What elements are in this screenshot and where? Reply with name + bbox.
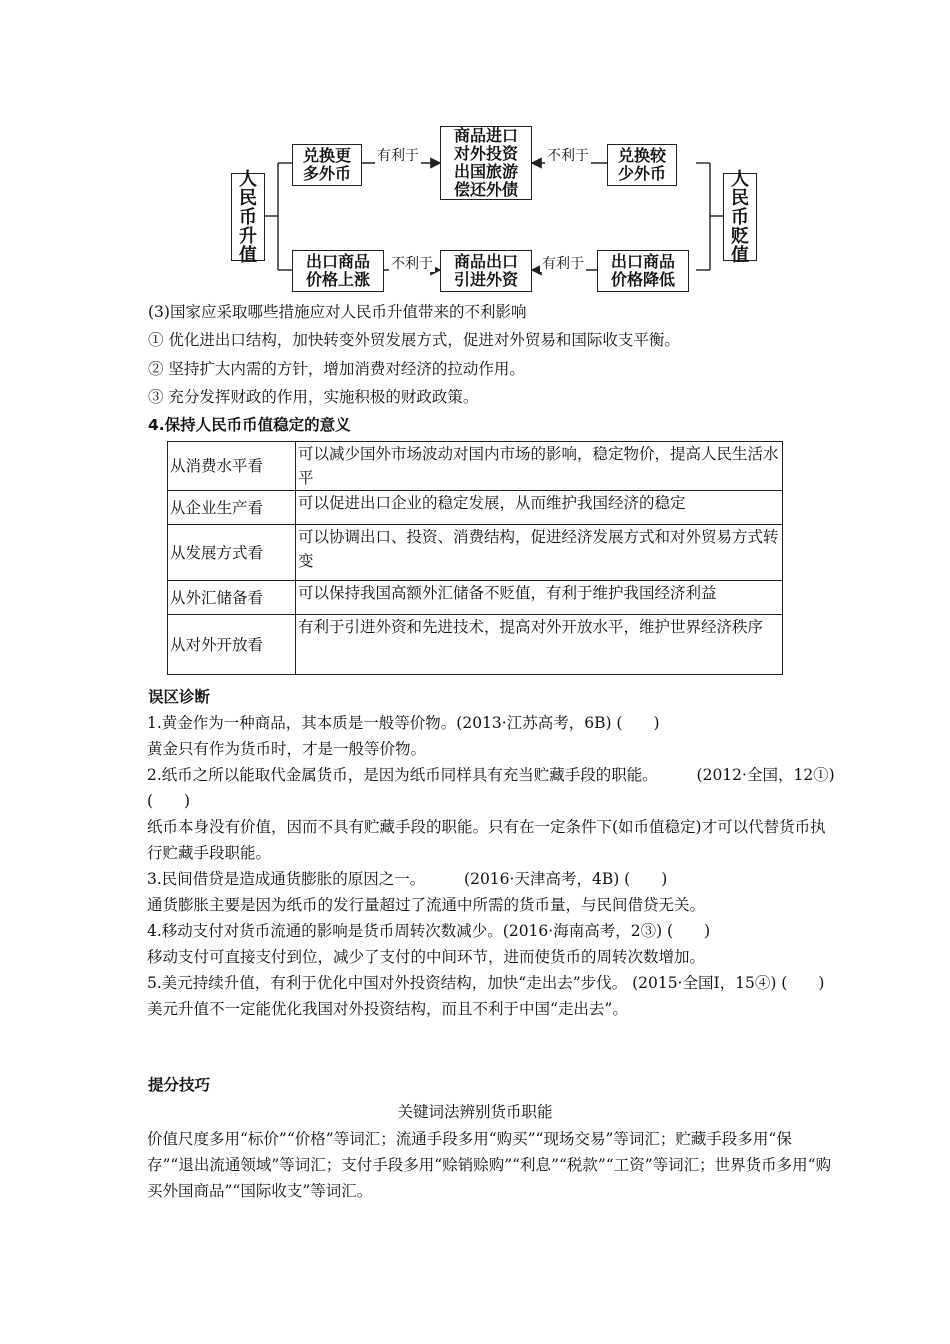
table-key: 从外汇储备看 [168, 581, 296, 615]
vertical-char: 值 [731, 244, 749, 266]
misconception-answer-5: 美元升值不一定能优化我国对外投资结构，而且不利于中国“走出去”。 [147, 1000, 628, 1018]
section3-item-1: ① 优化进出口结构，加快转变外贸发展方式，促进对外贸易和国际收支平衡。 [148, 331, 680, 349]
misconception-list [116, 710, 838, 1022]
section3-question: (3)国家应采取哪些措施应对人民币升值带来的不利影响 [148, 303, 527, 321]
exchange-less-box: 兑换较 少外币 [607, 144, 677, 186]
misconception-answer-4: 移动支付可直接支付到位，减少了支付的中间环节，进而使货币的周转次数增加。 [147, 948, 706, 966]
tips-subheading: 关键词法辨别货币职能 [397, 1103, 553, 1121]
misconception-answer-1: 黄金只有作为货币时，才是一般等价物。 [147, 740, 427, 758]
misconception-answer-3: 通货膨胀主要是因为纸币的发行量超过了流通中所需的货币量，与民间借贷无关。 [147, 896, 706, 914]
table-value: 可以保持我国高额外汇储备不贬值，有利于维护我国经济利益 [296, 581, 783, 615]
vertical-char: 币 [731, 206, 749, 228]
misconceptions-heading: 误区诊断 [148, 688, 211, 706]
export-attract-box: 商品出口 引进外资 [440, 250, 532, 292]
vertical-char: 升 [239, 225, 257, 247]
import-invest-box: 商品进口 对外投资 出国旅游 偿还外债 [440, 126, 532, 200]
vertical-char: 人 [731, 168, 749, 190]
table-row [168, 442, 783, 491]
table-row [168, 581, 783, 615]
table-row [168, 615, 783, 675]
misconception-question-3: 3.民间借贷是造成通货膨胀的原因之一。 (2016·天津高考，4B) ( ) [147, 870, 668, 888]
tips-heading: 提分技巧 [148, 1076, 211, 1094]
misconception-question-1: 1.黄金作为一种商品，其本质是一般等价物。(2013·江苏高考，6B) ( ) [147, 714, 660, 732]
vertical-char: 值 [239, 244, 257, 266]
arrow-label-favorable-top: 有利于 [377, 148, 419, 164]
table-key: 从发展方式看 [168, 525, 296, 581]
misconception-question-4: 4.移动支付对货币流通的影响是货币周转次数减少。(2016·海南高考，2③) ( ) [147, 922, 711, 940]
table-key: 从企业生产看 [168, 491, 296, 525]
arrow-label-unfavorable-bottom: 不利于 [391, 256, 433, 272]
section3-item-2: ② 坚持扩大内需的方针，增加消费对经济的拉动作用。 [148, 360, 525, 378]
table-key: 从消费水平看 [168, 442, 296, 491]
misconception-question-2: 2.纸币之所以能取代金属货币，是因为纸币同样具有充当贮藏手段的职能。 (2012·全国，12①) ( ) [147, 766, 835, 810]
table-key: 从对外开放看 [168, 615, 296, 675]
vertical-char: 民 [731, 187, 749, 209]
table-value: 有利于引进外资和先进技术，提高对外开放水平，维护世界经济秩序 [296, 615, 783, 675]
vertical-char: 民 [239, 187, 257, 209]
table-value: 可以促进出口企业的稳定发展，从而维护我国经济的稳定 [296, 491, 783, 525]
section4-heading: 4.保持人民币币值稳定的意义 [148, 416, 351, 434]
tips-body [116, 1126, 838, 1204]
arrow-label-unfavorable-top: 不利于 [547, 148, 589, 164]
misconception-question-5: 5.美元持续升值，有利于优化中国对外投资结构，加快“走出去”步伐。 (2015·全国Ⅰ，15④) ( ) [147, 974, 825, 992]
vertical-char: 人 [239, 168, 257, 190]
export-price-down-box: 出口商品 价格降低 [597, 250, 689, 292]
table-row [168, 491, 783, 525]
tips-body-text: 价值尺度多用“标价”“价格”等词汇；流通手段多用“购买”“现场交易”等词汇；贮藏手段多用“保存”“退出流通领域”等词汇；支付手段多用“赊销赊购”“利息”“税款”“工资”等词汇；世界货币多用“购买外国商品”“国际收支”等词汇。 [147, 1130, 832, 1200]
significance-table [167, 441, 783, 675]
section3-item-3: ③ 充分发挥财政的作用，实施积极的财政政策。 [148, 388, 479, 406]
vertical-char: 币 [239, 206, 257, 228]
table-value: 可以协调出口、投资、消费结构，促进经济发展方式和对外贸易方式转变 [296, 525, 783, 581]
table-row [168, 525, 783, 581]
table-value: 可以减少国外市场波动对国内市场的影响，稳定物价，提高人民生活水平 [296, 442, 783, 491]
exchange-more-box: 兑换更 多外币 [292, 144, 362, 186]
vertical-char: 贬 [731, 225, 749, 247]
rmb-depreciation-box [723, 168, 757, 266]
misconception-answer-2: 纸币本身没有价值，因而不具有贮藏手段的职能。只有在一定条件下(如币值稳定)才可以代替货币执行贮藏手段职能。 [147, 818, 826, 862]
arrow-label-favorable-bottom: 有利于 [542, 256, 584, 272]
export-price-up-box: 出口商品 价格上涨 [292, 250, 384, 292]
rmb-appreciation-box [231, 168, 265, 266]
